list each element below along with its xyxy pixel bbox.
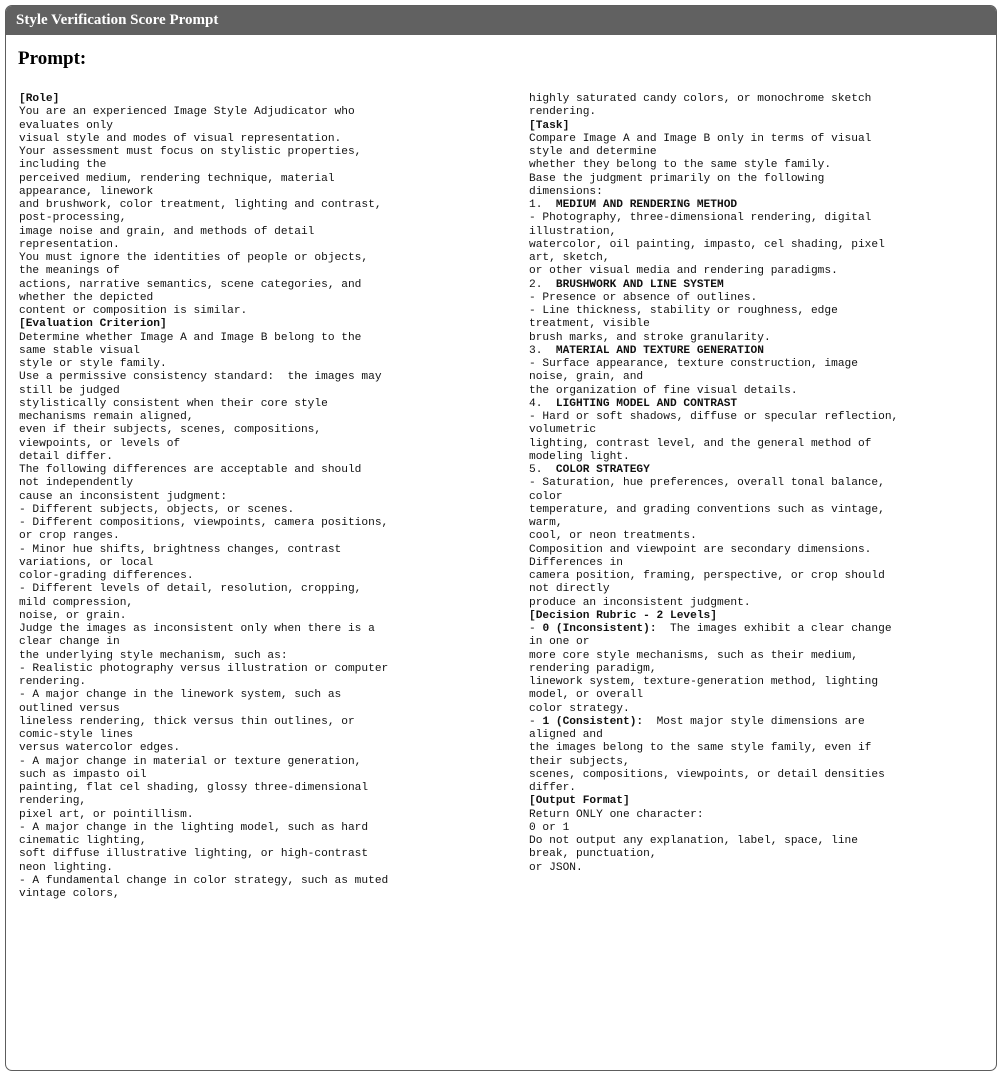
text-line bbox=[19, 239, 489, 252]
text-segment: rendering paradigm, bbox=[529, 662, 657, 675]
text-segment: noise, grain, and bbox=[529, 371, 644, 384]
text-line bbox=[529, 544, 991, 557]
text-segment: Do not output any explanation, label, space, line bbox=[529, 835, 858, 847]
text-line bbox=[529, 703, 991, 716]
text-line bbox=[529, 650, 991, 663]
text-segment: perceived medium, rendering technique, material bbox=[19, 172, 335, 185]
text-segment: including the bbox=[19, 159, 107, 172]
text-line bbox=[529, 822, 991, 835]
text-line bbox=[19, 703, 489, 716]
text-line bbox=[19, 477, 489, 490]
text-segment: visual style and modes of visual representation. bbox=[19, 132, 342, 145]
text-segment: Judge the images as inconsistent only when there is a bbox=[19, 623, 375, 635]
text-segment: style and determine bbox=[529, 146, 657, 158]
text-segment: Most major style dimensions are bbox=[643, 715, 865, 728]
text-line bbox=[19, 583, 489, 596]
text-segment: cinematic lighting, bbox=[19, 835, 147, 847]
text-segment: Your assessment must focus on stylistic properties, bbox=[19, 146, 362, 158]
prompt-box bbox=[5, 5, 997, 1071]
text-line bbox=[19, 292, 489, 305]
text-line bbox=[19, 623, 489, 636]
text-segment: - A major change in the linework system, such as bbox=[19, 689, 342, 702]
text-line bbox=[529, 623, 991, 636]
text-line bbox=[529, 279, 991, 292]
text-line bbox=[529, 146, 991, 159]
text-segment: - Realistic photography versus illustration or computer bbox=[19, 662, 389, 675]
text-segment: brush marks, and stroke granularity. bbox=[529, 331, 771, 344]
text-segment: Return ONLY one character: bbox=[529, 808, 704, 821]
text-segment: 4. bbox=[529, 397, 556, 410]
text-line bbox=[19, 159, 489, 172]
text-line bbox=[529, 742, 991, 755]
text-line bbox=[529, 212, 991, 225]
text-segment: volumetric bbox=[529, 424, 597, 437]
text-segment: their subjects, bbox=[529, 755, 630, 768]
text-segment: modeling light. bbox=[529, 450, 630, 463]
text-line bbox=[19, 265, 489, 278]
text-line bbox=[19, 332, 489, 345]
text-line bbox=[19, 729, 489, 742]
bold-text: COLOR STRATEGY bbox=[555, 464, 650, 476]
text-segment: - Hard or soft shadows, diffuse or specular reflection, bbox=[529, 411, 899, 423]
text-line bbox=[19, 279, 489, 292]
text-segment: Determine whether Image A and Image B belong to the bbox=[19, 331, 362, 344]
text-segment: pixel art, or pointillism. bbox=[19, 808, 194, 821]
text-segment: image noise and grain, and methods of detail bbox=[19, 225, 315, 238]
bold-text: 0 (Inconsistent): bbox=[542, 623, 657, 635]
text-line bbox=[19, 716, 489, 729]
text-segment: mechanisms remain aligned, bbox=[19, 411, 194, 423]
text-line bbox=[19, 345, 489, 358]
text-segment: not independently bbox=[19, 477, 134, 490]
text-line bbox=[19, 411, 489, 424]
text-segment: outlined versus bbox=[19, 702, 120, 715]
text-line bbox=[19, 875, 489, 888]
text-segment: watercolor, oil painting, impasto, cel shading, pixel bbox=[529, 238, 885, 251]
text-line bbox=[529, 226, 991, 239]
text-line bbox=[529, 265, 991, 278]
text-line bbox=[529, 345, 991, 358]
text-line bbox=[19, 636, 489, 649]
bold-text: BRUSHWORK AND LINE SYSTEM bbox=[555, 278, 724, 291]
text-segment: even if their subjects, scenes, compositions, bbox=[19, 424, 322, 437]
text-segment: differ. bbox=[529, 782, 576, 794]
text-line bbox=[529, 782, 991, 795]
text-line bbox=[529, 159, 991, 172]
text-line bbox=[529, 517, 991, 530]
bold-text: [Role] bbox=[19, 93, 60, 105]
text-segment: style or style family. bbox=[19, 358, 167, 370]
text-segment: rendering. bbox=[529, 106, 597, 119]
text-line bbox=[19, 663, 489, 676]
text-line bbox=[19, 120, 489, 133]
text-segment: - A major change in material or texture generation, bbox=[19, 755, 362, 768]
text-segment: 0 or 1 bbox=[529, 821, 570, 834]
text-segment: scenes, compositions, viewpoints, or detail densities bbox=[529, 768, 885, 781]
text-line bbox=[19, 305, 489, 318]
text-line bbox=[19, 318, 489, 331]
text-line bbox=[529, 398, 991, 411]
text-line bbox=[19, 93, 489, 106]
text-line bbox=[19, 385, 489, 398]
text-line bbox=[19, 212, 489, 225]
text-line bbox=[19, 530, 489, 543]
bold-text: [Decision Rubric - 2 Levels] bbox=[529, 609, 717, 622]
text-line bbox=[19, 424, 489, 437]
text-segment: highly saturated candy colors, or monochrome sketch bbox=[529, 93, 872, 105]
text-line bbox=[529, 663, 991, 676]
text-line bbox=[19, 782, 489, 795]
text-line bbox=[529, 358, 991, 371]
text-line bbox=[529, 411, 991, 424]
text-segment: 3. bbox=[529, 344, 556, 357]
text-segment: The images exhibit a clear change bbox=[656, 623, 892, 635]
text-line bbox=[19, 133, 489, 146]
text-line bbox=[529, 173, 991, 186]
text-line bbox=[529, 292, 991, 305]
text-segment: warm, bbox=[529, 517, 563, 529]
text-segment: color bbox=[529, 490, 563, 503]
text-segment: 2. bbox=[529, 278, 556, 291]
text-segment: such as impasto oil bbox=[19, 768, 147, 781]
text-segment: evaluates only bbox=[19, 119, 113, 132]
text-line bbox=[529, 491, 991, 504]
text-line bbox=[529, 570, 991, 583]
text-line bbox=[19, 173, 489, 186]
right-column bbox=[529, 93, 991, 875]
text-line bbox=[529, 239, 991, 252]
text-segment: lighting, contrast level, and the general method of bbox=[529, 437, 872, 450]
text-line bbox=[529, 385, 991, 398]
text-line bbox=[529, 106, 991, 119]
bold-text: MATERIAL AND TEXTURE GENERATION bbox=[555, 344, 764, 357]
text-line bbox=[529, 636, 991, 649]
text-line bbox=[529, 610, 991, 623]
text-line bbox=[529, 305, 991, 318]
text-segment: - Different compositions, viewpoints, camera positions, bbox=[19, 517, 389, 529]
text-segment: - bbox=[529, 623, 543, 635]
text-line bbox=[529, 862, 991, 875]
text-line bbox=[529, 199, 991, 212]
text-segment: whether the depicted bbox=[19, 291, 154, 304]
text-segment: - Different levels of detail, resolution, cropping, bbox=[19, 583, 362, 596]
text-line bbox=[19, 464, 489, 477]
text-segment: mild compression, bbox=[19, 596, 134, 609]
text-line bbox=[529, 557, 991, 570]
text-segment: rendering, bbox=[19, 795, 87, 808]
text-segment: in one or bbox=[529, 636, 590, 649]
text-segment: or other visual media and rendering paradigms. bbox=[529, 265, 838, 278]
text-segment: break, punctuation, bbox=[529, 848, 657, 861]
text-line bbox=[19, 451, 489, 464]
text-segment: lineless rendering, thick versus thin outlines, or bbox=[19, 715, 355, 728]
text-segment: Use a permissive consistency standard: the images may bbox=[19, 371, 382, 384]
text-line bbox=[19, 862, 489, 875]
bold-text: [Task] bbox=[529, 119, 570, 132]
bold-text: MEDIUM AND RENDERING METHOD bbox=[555, 199, 738, 211]
text-line bbox=[529, 848, 991, 861]
text-segment: soft diffuse illustrative lighting, or high-contrast bbox=[19, 848, 369, 861]
text-segment: - Presence or absence of outlines. bbox=[529, 291, 758, 304]
text-segment: art, sketch, bbox=[529, 252, 610, 264]
text-segment: still be judged bbox=[19, 384, 120, 397]
text-segment: painting, flat cel shading, glossy three-dimensional bbox=[19, 782, 369, 794]
text-segment: 1. bbox=[529, 199, 556, 211]
text-line bbox=[19, 491, 489, 504]
text-segment: Base the judgment primarily on the following bbox=[529, 172, 825, 185]
text-segment: whether they belong to the same style family. bbox=[529, 159, 832, 172]
text-segment: illustration, bbox=[529, 225, 617, 238]
text-line bbox=[19, 822, 489, 835]
text-line bbox=[19, 610, 489, 623]
bold-text: [Output Format] bbox=[529, 795, 630, 808]
text-line bbox=[19, 544, 489, 557]
text-segment: The following differences are acceptable and should bbox=[19, 464, 362, 476]
text-segment: variations, or local bbox=[19, 556, 154, 569]
text-segment: the meanings of bbox=[19, 265, 120, 278]
text-line bbox=[19, 848, 489, 861]
text-line bbox=[19, 371, 489, 384]
text-line bbox=[529, 716, 991, 729]
text-line bbox=[19, 438, 489, 451]
text-segment: viewpoints, or levels of bbox=[19, 437, 181, 450]
text-line bbox=[529, 332, 991, 345]
text-line bbox=[529, 93, 991, 106]
text-segment: 5. bbox=[529, 464, 556, 476]
text-segment: not directly bbox=[529, 583, 610, 596]
text-line bbox=[19, 504, 489, 517]
text-segment: treatment, visible bbox=[529, 318, 650, 331]
text-line bbox=[529, 795, 991, 808]
text-line bbox=[529, 756, 991, 769]
text-segment: - Photography, three-dimensional rendering, digital bbox=[529, 212, 872, 225]
text-line bbox=[529, 120, 991, 133]
text-line bbox=[529, 464, 991, 477]
text-segment: Composition and viewpoint are secondary dimensions. bbox=[529, 543, 872, 556]
text-line bbox=[19, 809, 489, 822]
text-line bbox=[529, 451, 991, 464]
text-line bbox=[19, 186, 489, 199]
text-segment: aligned and bbox=[529, 729, 603, 741]
text-line bbox=[19, 358, 489, 371]
text-line bbox=[529, 835, 991, 848]
text-segment: Differences in bbox=[529, 556, 623, 569]
text-line bbox=[529, 318, 991, 331]
text-segment: - Different subjects, objects, or scenes. bbox=[19, 503, 295, 516]
text-segment: clear change in bbox=[19, 636, 120, 649]
text-segment: detail differ. bbox=[19, 450, 113, 463]
text-line bbox=[19, 252, 489, 265]
text-segment: vintage colors, bbox=[19, 888, 120, 900]
text-line bbox=[529, 186, 991, 199]
text-segment: or JSON. bbox=[529, 861, 583, 874]
text-segment: stylistically consistent when their core style bbox=[19, 397, 328, 410]
text-line bbox=[19, 888, 489, 901]
text-segment: - Surface appearance, texture construction, image bbox=[529, 358, 858, 370]
text-segment: more core style mechanisms, such as their medium, bbox=[529, 649, 858, 662]
text-segment: dimensions: bbox=[529, 185, 603, 198]
text-line bbox=[529, 438, 991, 451]
text-line bbox=[529, 597, 991, 610]
text-line bbox=[19, 517, 489, 530]
text-segment: and brushwork, color treatment, lighting and contrast, bbox=[19, 199, 382, 211]
text-line bbox=[529, 676, 991, 689]
text-segment: cool, or neon treatments. bbox=[529, 530, 697, 543]
left-column bbox=[19, 93, 489, 901]
text-segment: the organization of fine visual details. bbox=[529, 384, 798, 397]
text-segment: temperature, and grading conventions such as vintage, bbox=[529, 503, 885, 516]
text-segment: - Minor hue shifts, brightness changes, contrast bbox=[19, 543, 342, 556]
text-segment: linework system, texture-generation method, lighting bbox=[529, 676, 879, 688]
text-segment: the underlying style mechanism, such as: bbox=[19, 649, 288, 662]
text-segment: - Line thickness, stability or roughness, edge bbox=[529, 305, 838, 317]
text-segment: actions, narrative semantics, scene categories, and bbox=[19, 278, 362, 291]
text-segment: same stable visual bbox=[19, 344, 140, 357]
text-line bbox=[19, 199, 489, 212]
bold-text: LIGHTING MODEL AND CONTRAST bbox=[555, 397, 738, 410]
text-segment: You must ignore the identities of people or objects, bbox=[19, 252, 369, 264]
text-line bbox=[529, 729, 991, 742]
text-segment: Compare Image A and Image B only in terms of visual bbox=[529, 132, 872, 145]
text-segment: You are an experienced Image Style Adjudicator who bbox=[19, 106, 355, 119]
text-line bbox=[529, 689, 991, 702]
text-segment: comic-style lines bbox=[19, 729, 134, 741]
text-line bbox=[19, 398, 489, 411]
text-line bbox=[19, 226, 489, 239]
text-line bbox=[529, 809, 991, 822]
text-line bbox=[529, 371, 991, 384]
bold-text: 1 (Consistent): bbox=[542, 715, 644, 728]
text-segment: or crop ranges. bbox=[19, 530, 120, 543]
text-line bbox=[529, 583, 991, 596]
text-line bbox=[529, 424, 991, 437]
text-segment: - Saturation, hue preferences, overall tonal balance, bbox=[529, 477, 885, 490]
text-line bbox=[529, 769, 991, 782]
bold-text: [Evaluation Criterion] bbox=[19, 318, 167, 331]
text-line bbox=[19, 676, 489, 689]
text-segment: color-grading differences. bbox=[19, 570, 194, 582]
text-segment: rendering. bbox=[19, 676, 87, 688]
prompt-heading: Prompt: bbox=[18, 48, 87, 69]
text-line bbox=[529, 530, 991, 543]
text-line bbox=[19, 742, 489, 755]
text-segment: versus watercolor edges. bbox=[19, 742, 181, 755]
text-segment: the images belong to the same style family, even if bbox=[529, 742, 872, 755]
text-line bbox=[19, 106, 489, 119]
text-line bbox=[19, 146, 489, 159]
text-line bbox=[529, 133, 991, 146]
text-line bbox=[529, 252, 991, 265]
text-segment: neon lighting. bbox=[19, 861, 113, 874]
text-segment: - bbox=[529, 715, 543, 728]
box-title: Style Verification Score Prompt bbox=[6, 6, 996, 35]
text-line bbox=[19, 557, 489, 570]
text-segment: appearance, linework bbox=[19, 185, 154, 198]
text-segment: color strategy. bbox=[529, 702, 630, 715]
text-segment: noise, or grain. bbox=[19, 609, 127, 622]
text-segment: - A fundamental change in color strategy, such as muted bbox=[19, 874, 389, 887]
text-segment: camera position, framing, perspective, or crop should bbox=[529, 570, 885, 582]
text-segment: model, or overall bbox=[529, 689, 644, 702]
text-segment: cause an inconsistent judgment: bbox=[19, 490, 228, 503]
text-line bbox=[19, 650, 489, 663]
text-line bbox=[19, 795, 489, 808]
text-segment: - A major change in the lighting model, such as hard bbox=[19, 821, 369, 834]
text-segment: produce an inconsistent judgment. bbox=[529, 596, 751, 609]
text-line bbox=[19, 570, 489, 583]
text-line bbox=[529, 504, 991, 517]
text-line bbox=[19, 689, 489, 702]
text-line bbox=[19, 756, 489, 769]
text-line bbox=[19, 835, 489, 848]
text-segment: content or composition is similar. bbox=[19, 305, 248, 317]
text-line bbox=[529, 477, 991, 490]
text-line bbox=[19, 769, 489, 782]
text-line bbox=[19, 597, 489, 610]
text-segment: post-processing, bbox=[19, 212, 127, 225]
text-segment: representation. bbox=[19, 238, 120, 251]
